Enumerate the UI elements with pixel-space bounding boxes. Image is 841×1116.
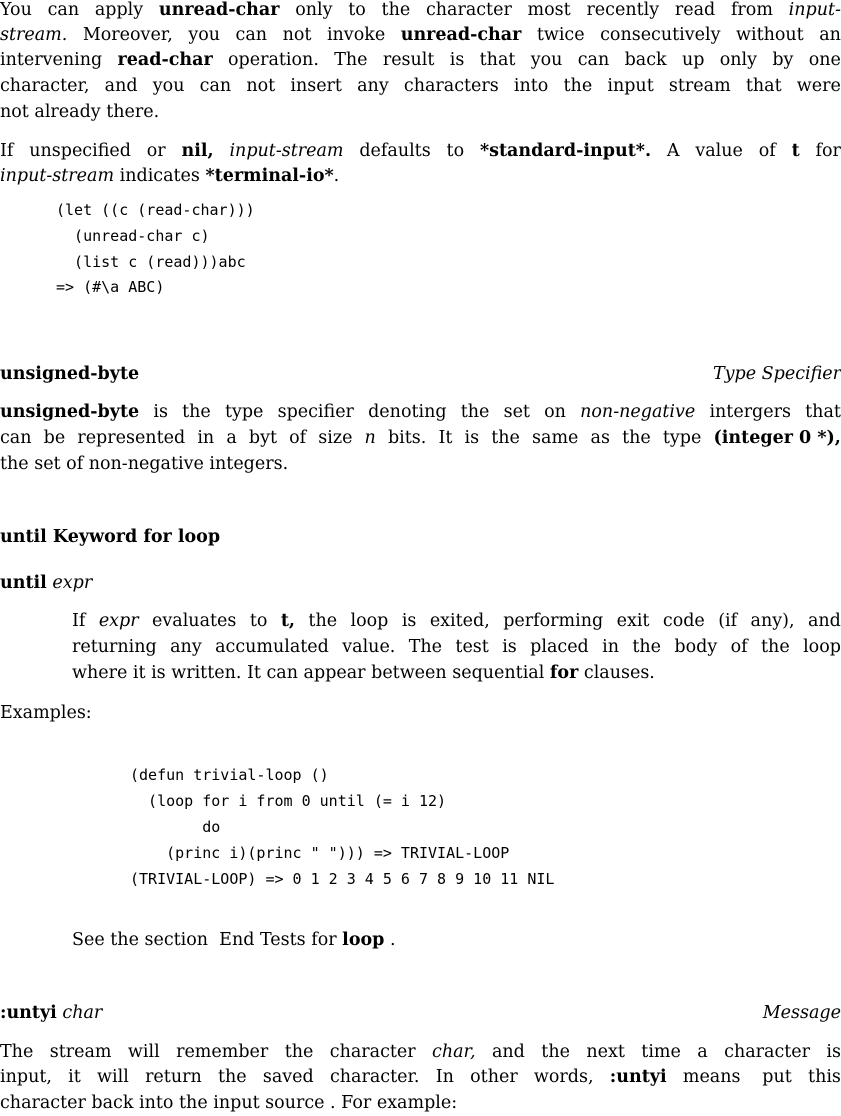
word: most (527, 0, 571, 20)
word: in (197, 428, 215, 448)
word: evaluates (152, 611, 237, 631)
word: is (464, 428, 480, 448)
word: put (756, 1067, 792, 1087)
word: result (382, 50, 435, 70)
word: character (724, 1042, 810, 1062)
text: indicates (114, 166, 206, 186)
code-term: nil, (181, 141, 214, 161)
word: It (438, 428, 453, 448)
word: value (695, 141, 743, 161)
argument-term: n (364, 428, 376, 448)
paragraph-line (72, 660, 841, 686)
word: body (674, 637, 718, 657)
signature (0, 570, 841, 596)
word: for (815, 141, 841, 161)
word: return (145, 1067, 202, 1087)
argument-term: input-stream (0, 166, 115, 186)
word: as (590, 428, 610, 448)
word: of (289, 428, 307, 448)
word: In (435, 1067, 454, 1087)
word: you (530, 50, 563, 70)
word: be (43, 428, 66, 448)
text: where it is written. It can appear between sequential (72, 663, 550, 683)
entry-title: unsigned-byte (0, 364, 140, 384)
paragraph-line: character back into the input source . For example: (0, 1093, 458, 1113)
word: that (479, 50, 516, 70)
word: input (607, 76, 654, 96)
paragraph-line (0, 399, 841, 425)
word: a (697, 1042, 708, 1062)
word: loop (803, 637, 841, 657)
signature-arg: expr (52, 573, 93, 593)
word: it (68, 1067, 81, 1087)
word: specifier (277, 402, 354, 422)
see-also (72, 927, 841, 953)
code-term: *terminal-io* (205, 166, 334, 186)
word: to (348, 0, 366, 20)
word: the (182, 402, 211, 422)
paragraph-line: the set of non-negative integers. (0, 454, 289, 474)
argument-term: non-negative (580, 402, 696, 422)
word: stream (668, 76, 731, 96)
word: by (772, 50, 794, 70)
word: apply (94, 0, 144, 20)
word: that (805, 402, 841, 422)
word: read (674, 0, 716, 20)
word: into (513, 76, 549, 96)
word: same (532, 428, 579, 448)
paragraph-line (0, 425, 841, 451)
word: A (666, 141, 680, 161)
word: that (745, 76, 782, 96)
word: test (455, 637, 489, 657)
paragraph-line (72, 608, 841, 634)
entry-title: :untyi (0, 1003, 57, 1023)
word: represented (77, 428, 186, 448)
word: value. (342, 637, 396, 657)
word: only (295, 0, 333, 20)
code-term: :untyi (609, 1067, 667, 1087)
word: unspecified (29, 141, 131, 161)
word: is (502, 637, 517, 657)
code-term: for (549, 663, 579, 683)
code-line: (defun trivial-loop () (130, 766, 329, 784)
argument-term: char, (432, 1042, 476, 1062)
word: the (761, 637, 790, 657)
word: returning (72, 637, 157, 657)
word: byt (248, 428, 277, 448)
word: character. (329, 1067, 420, 1087)
entry-header (0, 524, 841, 550)
word: intergers (709, 402, 791, 422)
word: the (491, 428, 520, 448)
word: can (577, 50, 610, 70)
word: time (641, 1042, 681, 1062)
argument-term: input-stream (229, 141, 344, 161)
word: the (381, 0, 411, 20)
word: type (662, 428, 702, 448)
word: to (249, 611, 268, 631)
code-term: (integer 0 *), (713, 428, 841, 448)
word: any (170, 637, 202, 657)
code-line: (let ((c (read-char))) (56, 201, 255, 219)
paragraph-line (0, 138, 841, 164)
entry-title: until Keyword for loop (0, 527, 221, 547)
code-line: (princ i)(princ " "))) => TRIVIAL-LOOP (130, 844, 510, 862)
code-term: *standard-input*. (479, 141, 652, 161)
word: If (0, 141, 14, 161)
word: If (72, 611, 86, 631)
argument-term: input- (788, 0, 841, 20)
word: character (329, 1042, 416, 1062)
word: stream (49, 1042, 112, 1062)
word: The (408, 637, 443, 657)
word: The (334, 50, 368, 70)
word: you (152, 76, 185, 96)
code-line: (unread-char c) (56, 227, 210, 245)
word: this (808, 1067, 841, 1087)
entry-kind: Type Specifier (712, 364, 841, 384)
word: character, (0, 76, 90, 96)
word: the (308, 611, 338, 631)
word: from (730, 0, 773, 20)
word: can (47, 0, 80, 20)
word: placed (530, 637, 589, 657)
word: and (807, 611, 841, 631)
word: characters (403, 76, 499, 96)
word: insert (290, 76, 342, 96)
entry-kind: Message (762, 1003, 841, 1023)
word: a (226, 428, 237, 448)
word: words, (533, 1067, 594, 1087)
word: can (0, 428, 32, 448)
paragraph-line (0, 1039, 841, 1065)
word: in (602, 637, 619, 657)
word: or (146, 141, 166, 161)
word: will (127, 1042, 160, 1062)
word: the (632, 637, 662, 657)
text: See the section End Tests for (72, 930, 343, 950)
word: (if (718, 611, 738, 631)
word: is (153, 402, 168, 422)
code-term: read-char (117, 50, 213, 70)
code-term: loop (342, 930, 385, 950)
word: defaults (359, 141, 431, 161)
word: character (425, 0, 512, 20)
word: operation. (227, 50, 319, 70)
paragraph-line (0, 22, 841, 48)
word: the (460, 402, 490, 422)
code-line: do (130, 818, 221, 836)
word: recently (586, 0, 660, 20)
word: exit (616, 611, 650, 631)
word: any (357, 76, 389, 96)
text: . (333, 166, 340, 186)
word: only (719, 50, 758, 70)
word: code (662, 611, 705, 631)
word: bits. (387, 428, 427, 448)
word: consecutively (600, 25, 721, 45)
paragraph-line (0, 1064, 841, 1090)
paragraph-line: not already there. (0, 102, 160, 122)
text: . (384, 930, 396, 950)
word: performing (503, 611, 604, 631)
word: other (470, 1067, 518, 1087)
signature-name: until (0, 573, 47, 593)
word: set (503, 402, 530, 422)
word: exited, (429, 611, 490, 631)
word: can (199, 76, 232, 96)
code-term: unread-char (400, 25, 522, 45)
word: the (563, 76, 593, 96)
word: not (246, 76, 276, 96)
entry-header (0, 1000, 841, 1026)
examples-label: Examples: (0, 703, 92, 723)
word: will (97, 1067, 129, 1087)
code-line: (TRIVIAL-LOOP) => 0 1 2 3 4 5 6 7 8 9 10 11 NIL (130, 870, 555, 888)
entry-arg: char (62, 1003, 103, 1023)
word: saved (262, 1067, 314, 1087)
code-term: unsigned-byte (0, 402, 140, 422)
word: the (541, 1042, 570, 1062)
code-line: (loop for i from 0 until (= i 12) (130, 792, 447, 810)
code-line: (list c (read)))abc (56, 253, 246, 271)
word: You (0, 0, 32, 20)
word: and (104, 76, 138, 96)
code-term: t, (280, 611, 295, 631)
word: next (586, 1042, 625, 1062)
word: of (730, 637, 748, 657)
paragraph-line (0, 47, 841, 73)
paragraph-line (72, 634, 841, 660)
word: Moreover, (82, 25, 173, 45)
text: clauses. (578, 663, 655, 683)
word: the (217, 1067, 247, 1087)
word: size (318, 428, 353, 448)
argument-term: stream. (0, 25, 68, 45)
word: up (681, 50, 705, 70)
word: is (401, 611, 417, 631)
word: not (282, 25, 312, 45)
word: of (758, 141, 776, 161)
word: loop (350, 611, 389, 631)
word: without (736, 25, 804, 45)
word: an (819, 25, 841, 45)
paragraph-line (0, 73, 841, 99)
argument-term: expr (98, 611, 139, 631)
word: you (188, 25, 221, 45)
word: means (682, 1067, 741, 1087)
word: denoting (368, 402, 447, 422)
word: is (826, 1042, 841, 1062)
word: accumulated (215, 637, 329, 657)
word: type (224, 402, 264, 422)
word: back (624, 50, 667, 70)
word: and (491, 1042, 525, 1062)
word: one (808, 50, 841, 70)
word: on (544, 402, 566, 422)
word: invoke (326, 25, 386, 45)
code-line: => (#\a ABC) (56, 278, 165, 296)
code-term: unread-char (158, 0, 280, 20)
word: input, (0, 1067, 52, 1087)
word: intervening (0, 50, 103, 70)
entry-header (0, 361, 841, 387)
paragraph-line (0, 0, 841, 23)
word: were (796, 76, 841, 96)
word: to (446, 141, 465, 161)
word: can (235, 25, 268, 45)
word: remember (176, 1042, 269, 1062)
word: any), (750, 611, 795, 631)
word: The (0, 1042, 34, 1062)
word: is (449, 50, 465, 70)
word: the (622, 428, 651, 448)
code-term: t (791, 141, 800, 161)
word: the (284, 1042, 314, 1062)
paragraph-line (0, 163, 841, 189)
word: twice (536, 25, 585, 45)
